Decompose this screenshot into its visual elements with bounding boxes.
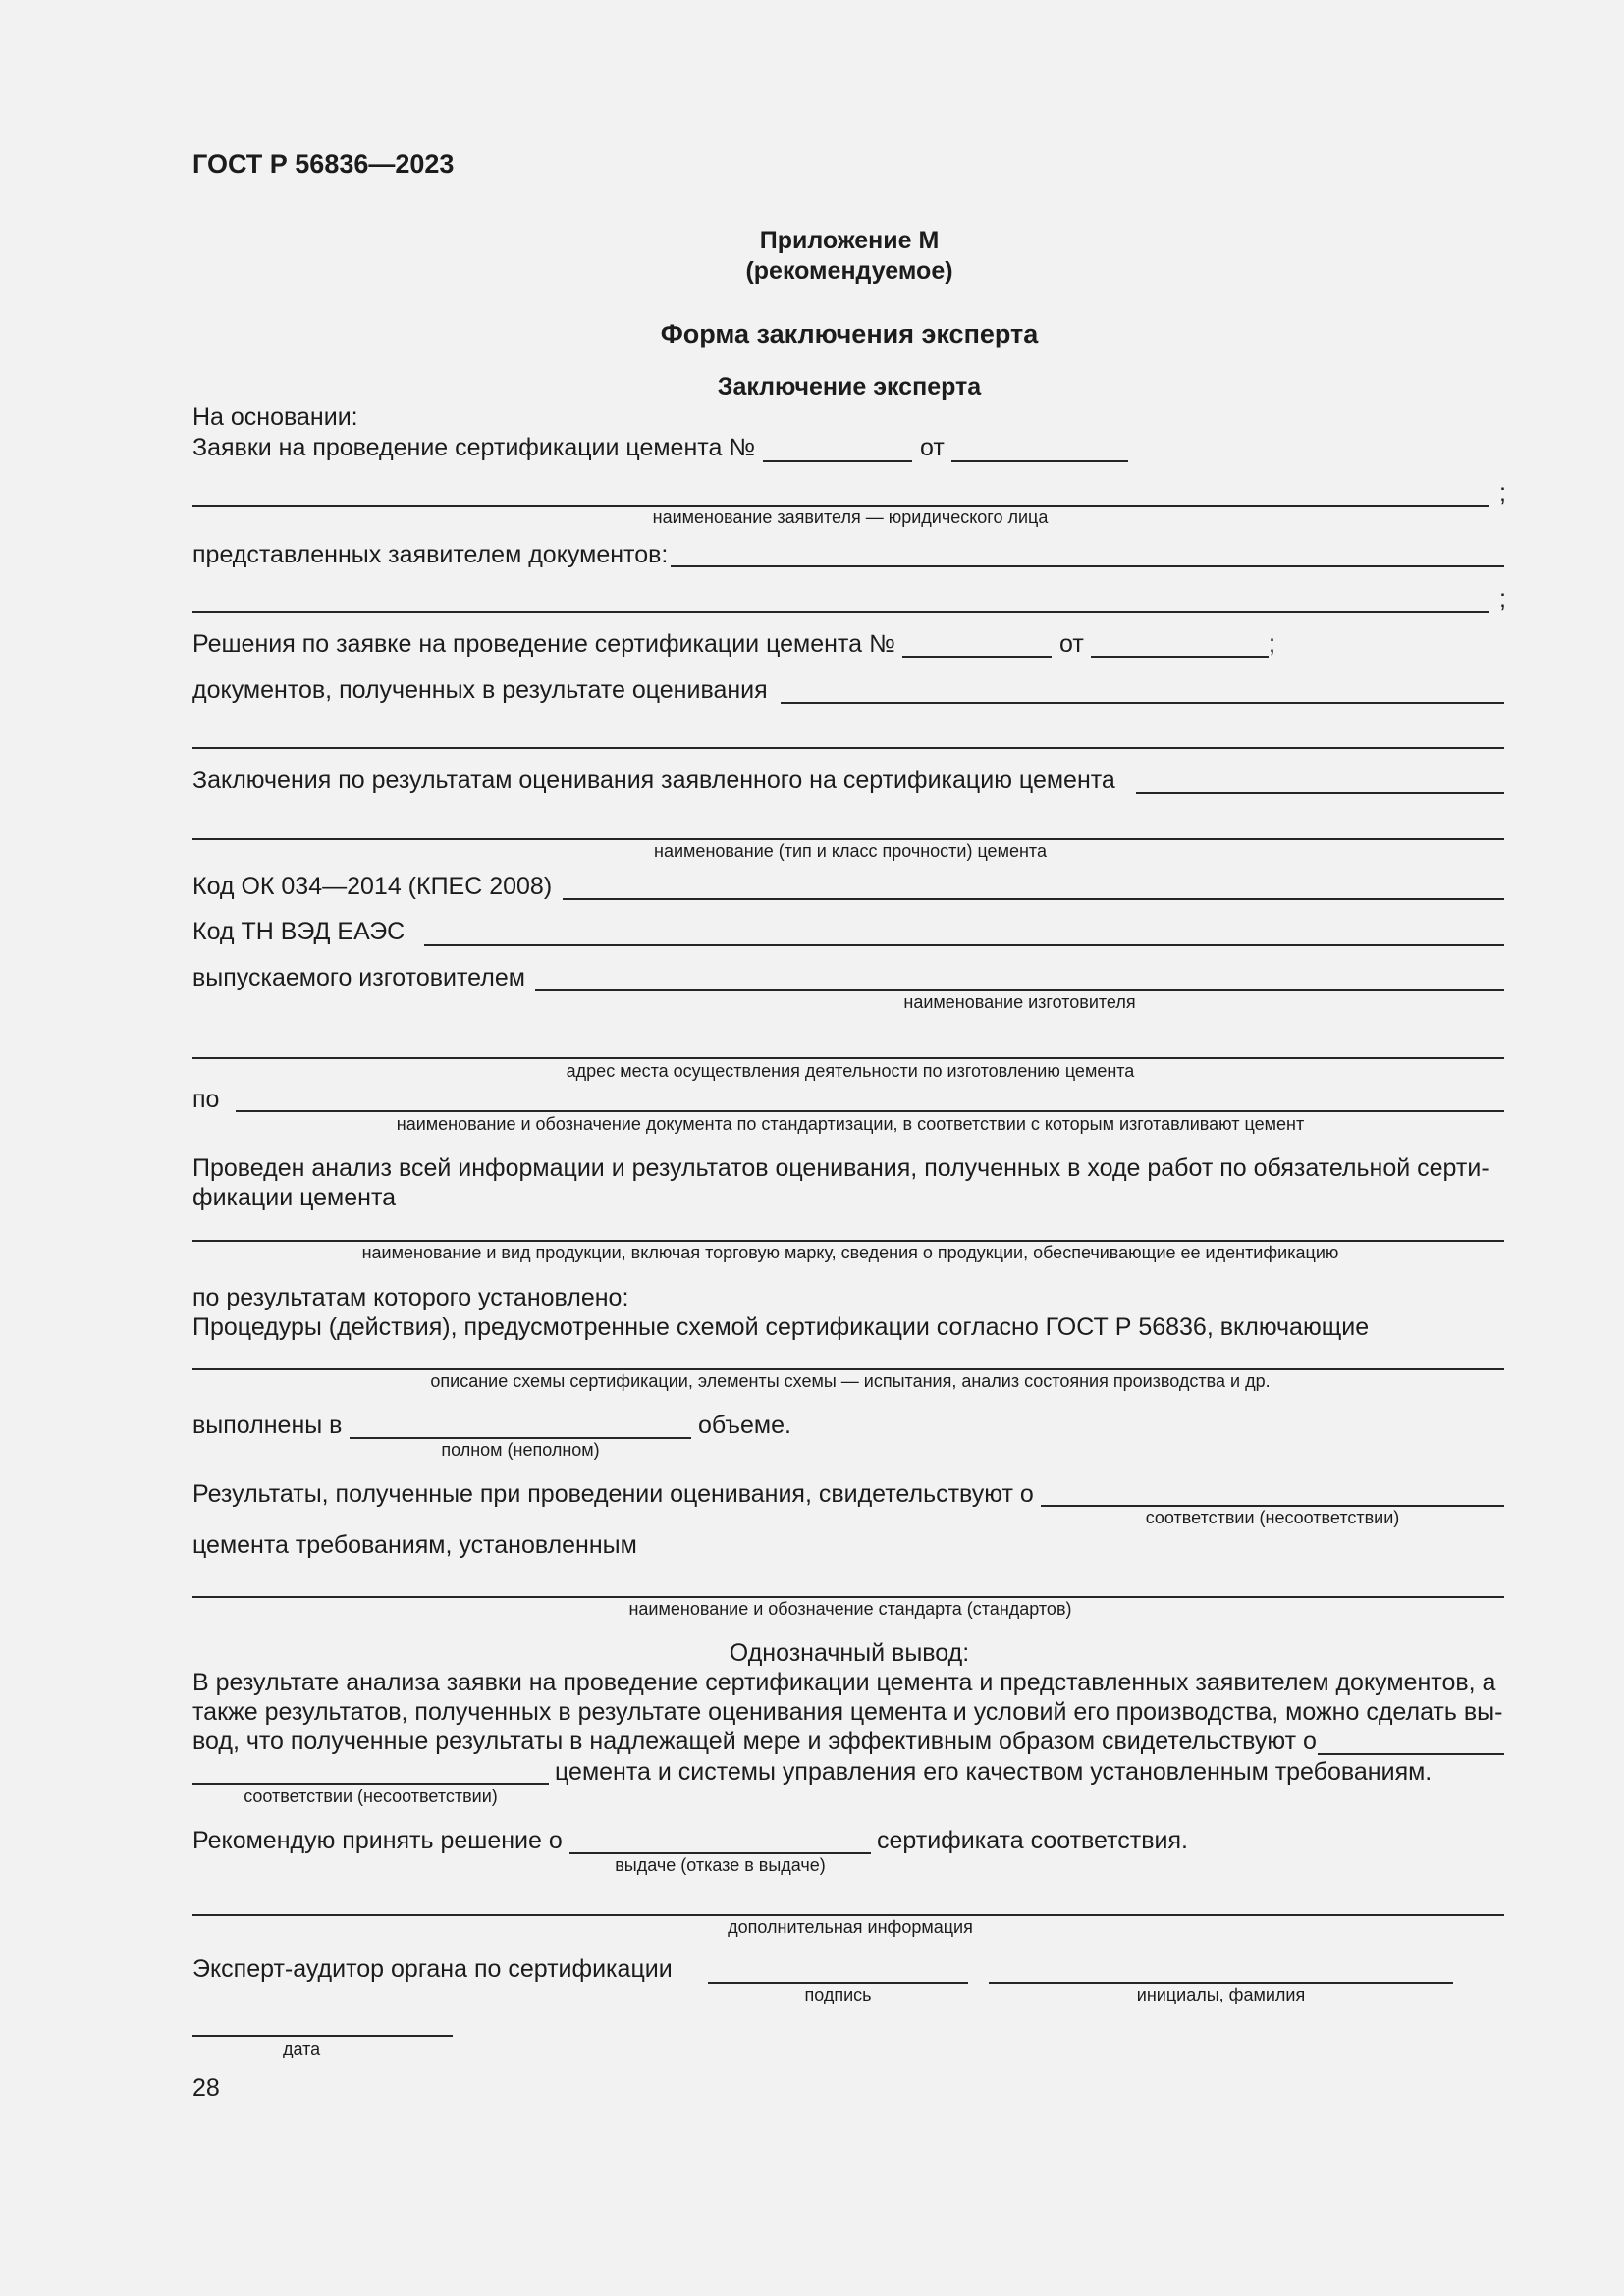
results-conformity-line[interactable] — [1041, 1505, 1504, 1507]
scheme-line[interactable] — [192, 1368, 1504, 1370]
application-label: Заявки на проведение сертификации цемента № — [192, 434, 756, 461]
application-number-line[interactable] — [763, 460, 912, 462]
cement-caption: наименование (тип и класс прочности) цемента — [654, 841, 1047, 861]
results-conformity-caption: соответствии (несоответствии) — [1145, 1508, 1400, 1527]
verdict-title: Однозначный вывод: — [729, 1639, 970, 1667]
semicolon: ; — [1269, 630, 1275, 658]
procedures-label: Процедуры (действия), предусмотренные схемой сертификации согласно ГОСТ Р 56836, включающие — [192, 1313, 1370, 1341]
decision-date-line[interactable] — [1091, 656, 1269, 658]
name-caption: инициалы, фамилия — [1136, 1985, 1306, 2004]
verdict-line-4: цемента и системы управления его качеством установленным требованиям. — [555, 1758, 1433, 1786]
date-line[interactable] — [192, 2035, 453, 2037]
expert-label: Эксперт-аудитор органа по сертификации — [192, 1955, 673, 1983]
done-in-label: выполнены в — [192, 1412, 343, 1439]
document-code: ГОСТ Р 56836—2023 — [192, 149, 455, 179]
date-caption: дата — [283, 2039, 321, 2058]
volume-caption: полном (неполном) — [441, 1440, 600, 1460]
tnved-code-label: Код ТН ВЭД ЕАЭС — [192, 918, 406, 945]
documents-eval-label: документов, полученных в результате оценивания — [192, 676, 768, 704]
verdict-line-3: вод, что полученные результаты в надлежащей мере и эффективным образом свидетельствуют о — [192, 1728, 1317, 1755]
documents-line[interactable] — [671, 565, 1504, 567]
manufacturer-label: выпускаемого изготовителем — [192, 964, 525, 991]
page-number: 28 — [192, 2074, 220, 2102]
decision-number-line[interactable] — [902, 656, 1052, 658]
name-line[interactable] — [989, 1982, 1453, 1984]
additional-caption: дополнительная информация — [728, 1917, 973, 1937]
documents-label: представленных заявителем документов: — [192, 541, 669, 568]
signature-line[interactable] — [708, 1982, 968, 1984]
standard-doc-line[interactable] — [236, 1110, 1504, 1112]
verdict-conformity-caption: соответствии (несоответствии) — [244, 1787, 498, 1806]
applicant-caption: наименование заявителя — юридического лица — [652, 507, 1049, 527]
decision-from-label: от — [1059, 630, 1084, 658]
verdict-line-2: также результатов, полученных в результате оценивания цемента и условий его производства, можно сделать вы- — [192, 1698, 1503, 1726]
application-date-line[interactable] — [951, 460, 1128, 462]
appendix-kind: (рекомендуемое) — [745, 257, 953, 285]
scheme-caption: описание схемы сертификации, элементы схемы — испытания, анализ состояния производства и др. — [430, 1371, 1271, 1391]
product-line[interactable] — [192, 1240, 1504, 1242]
applicant-name-line[interactable] — [192, 505, 1489, 507]
verdict-conformity-line[interactable] — [1318, 1753, 1504, 1755]
certificate-label: сертификата соответствия. — [877, 1827, 1188, 1854]
product-caption: наименование и вид продукции, включая торговую марку, сведения о продукции, обеспечивающие ее идентификацию — [361, 1243, 1339, 1262]
semicolon: ; — [1499, 479, 1506, 507]
documents-eval-line-2[interactable] — [192, 747, 1504, 749]
standard-caption: наименование и обозначение стандарта (стандартов) — [628, 1599, 1072, 1619]
standard-line[interactable] — [192, 1596, 1504, 1598]
additional-info-line[interactable] — [192, 1914, 1504, 1916]
analysis-line-2: фикации цемента — [192, 1184, 397, 1211]
conclusion-title: Заключение эксперта — [717, 373, 982, 400]
verdict-conformity-line-2[interactable] — [192, 1783, 549, 1785]
basis-intro: На основании: — [192, 403, 358, 431]
semicolon: ; — [1499, 585, 1506, 613]
eval-conclusions-line[interactable] — [1136, 792, 1504, 794]
requirements-label: цемента требованиям, установленным — [192, 1531, 637, 1559]
recommendation-label: Рекомендую принять решение о — [192, 1827, 563, 1854]
tnved-code-line[interactable] — [424, 944, 1504, 946]
analysis-line-1: Проведен анализ всей информации и результатов оценивания, полученных в ходе работ по обязательной серти- — [192, 1154, 1489, 1182]
eval-conclusions-label: Заключения по результатам оценивания заявленного на сертификацию цемента — [192, 767, 1115, 794]
cement-name-line[interactable] — [192, 838, 1504, 840]
form-title: Форма заключения эксперта — [660, 319, 1039, 348]
results-label: Результаты, полученные при проведении оценивания, свидетельствуют о — [192, 1480, 1034, 1508]
volume-line[interactable] — [350, 1437, 691, 1439]
decision-label: Решения по заявке на проведение сертификации цемента № — [192, 630, 895, 658]
address-caption: адрес места осуществления деятельности по изготовлению цемента — [566, 1061, 1135, 1081]
established-label: по результатам которого установлено: — [192, 1284, 629, 1311]
application-from-label: от — [920, 434, 945, 461]
okpd-code-label: Код ОК 034—2014 (КПЕС 2008) — [192, 873, 553, 900]
okpd-code-line[interactable] — [563, 898, 1504, 900]
documents-eval-line[interactable] — [781, 702, 1504, 704]
address-line[interactable] — [192, 1057, 1504, 1059]
documents-line-2[interactable] — [192, 611, 1489, 613]
issue-caption: выдаче (отказе в выдаче) — [615, 1855, 826, 1875]
signature-caption: подпись — [804, 1985, 872, 2004]
volume-label: объеме. — [698, 1412, 791, 1439]
verdict-line-1: В результате анализа заявки на проведение сертификации цемента и представленных заявителем документов, а — [192, 1669, 1496, 1696]
standard-doc-caption: наименование и обозначение документа по стандартизации, в соответствии с которым изготавливают цемент — [396, 1114, 1305, 1134]
manufacturer-caption: наименование изготовителя — [903, 992, 1136, 1012]
appendix-title: Приложение М — [759, 227, 940, 254]
decision-issue-line[interactable] — [569, 1852, 871, 1854]
manufacturer-line[interactable] — [535, 989, 1504, 991]
po-label: по — [192, 1086, 220, 1113]
